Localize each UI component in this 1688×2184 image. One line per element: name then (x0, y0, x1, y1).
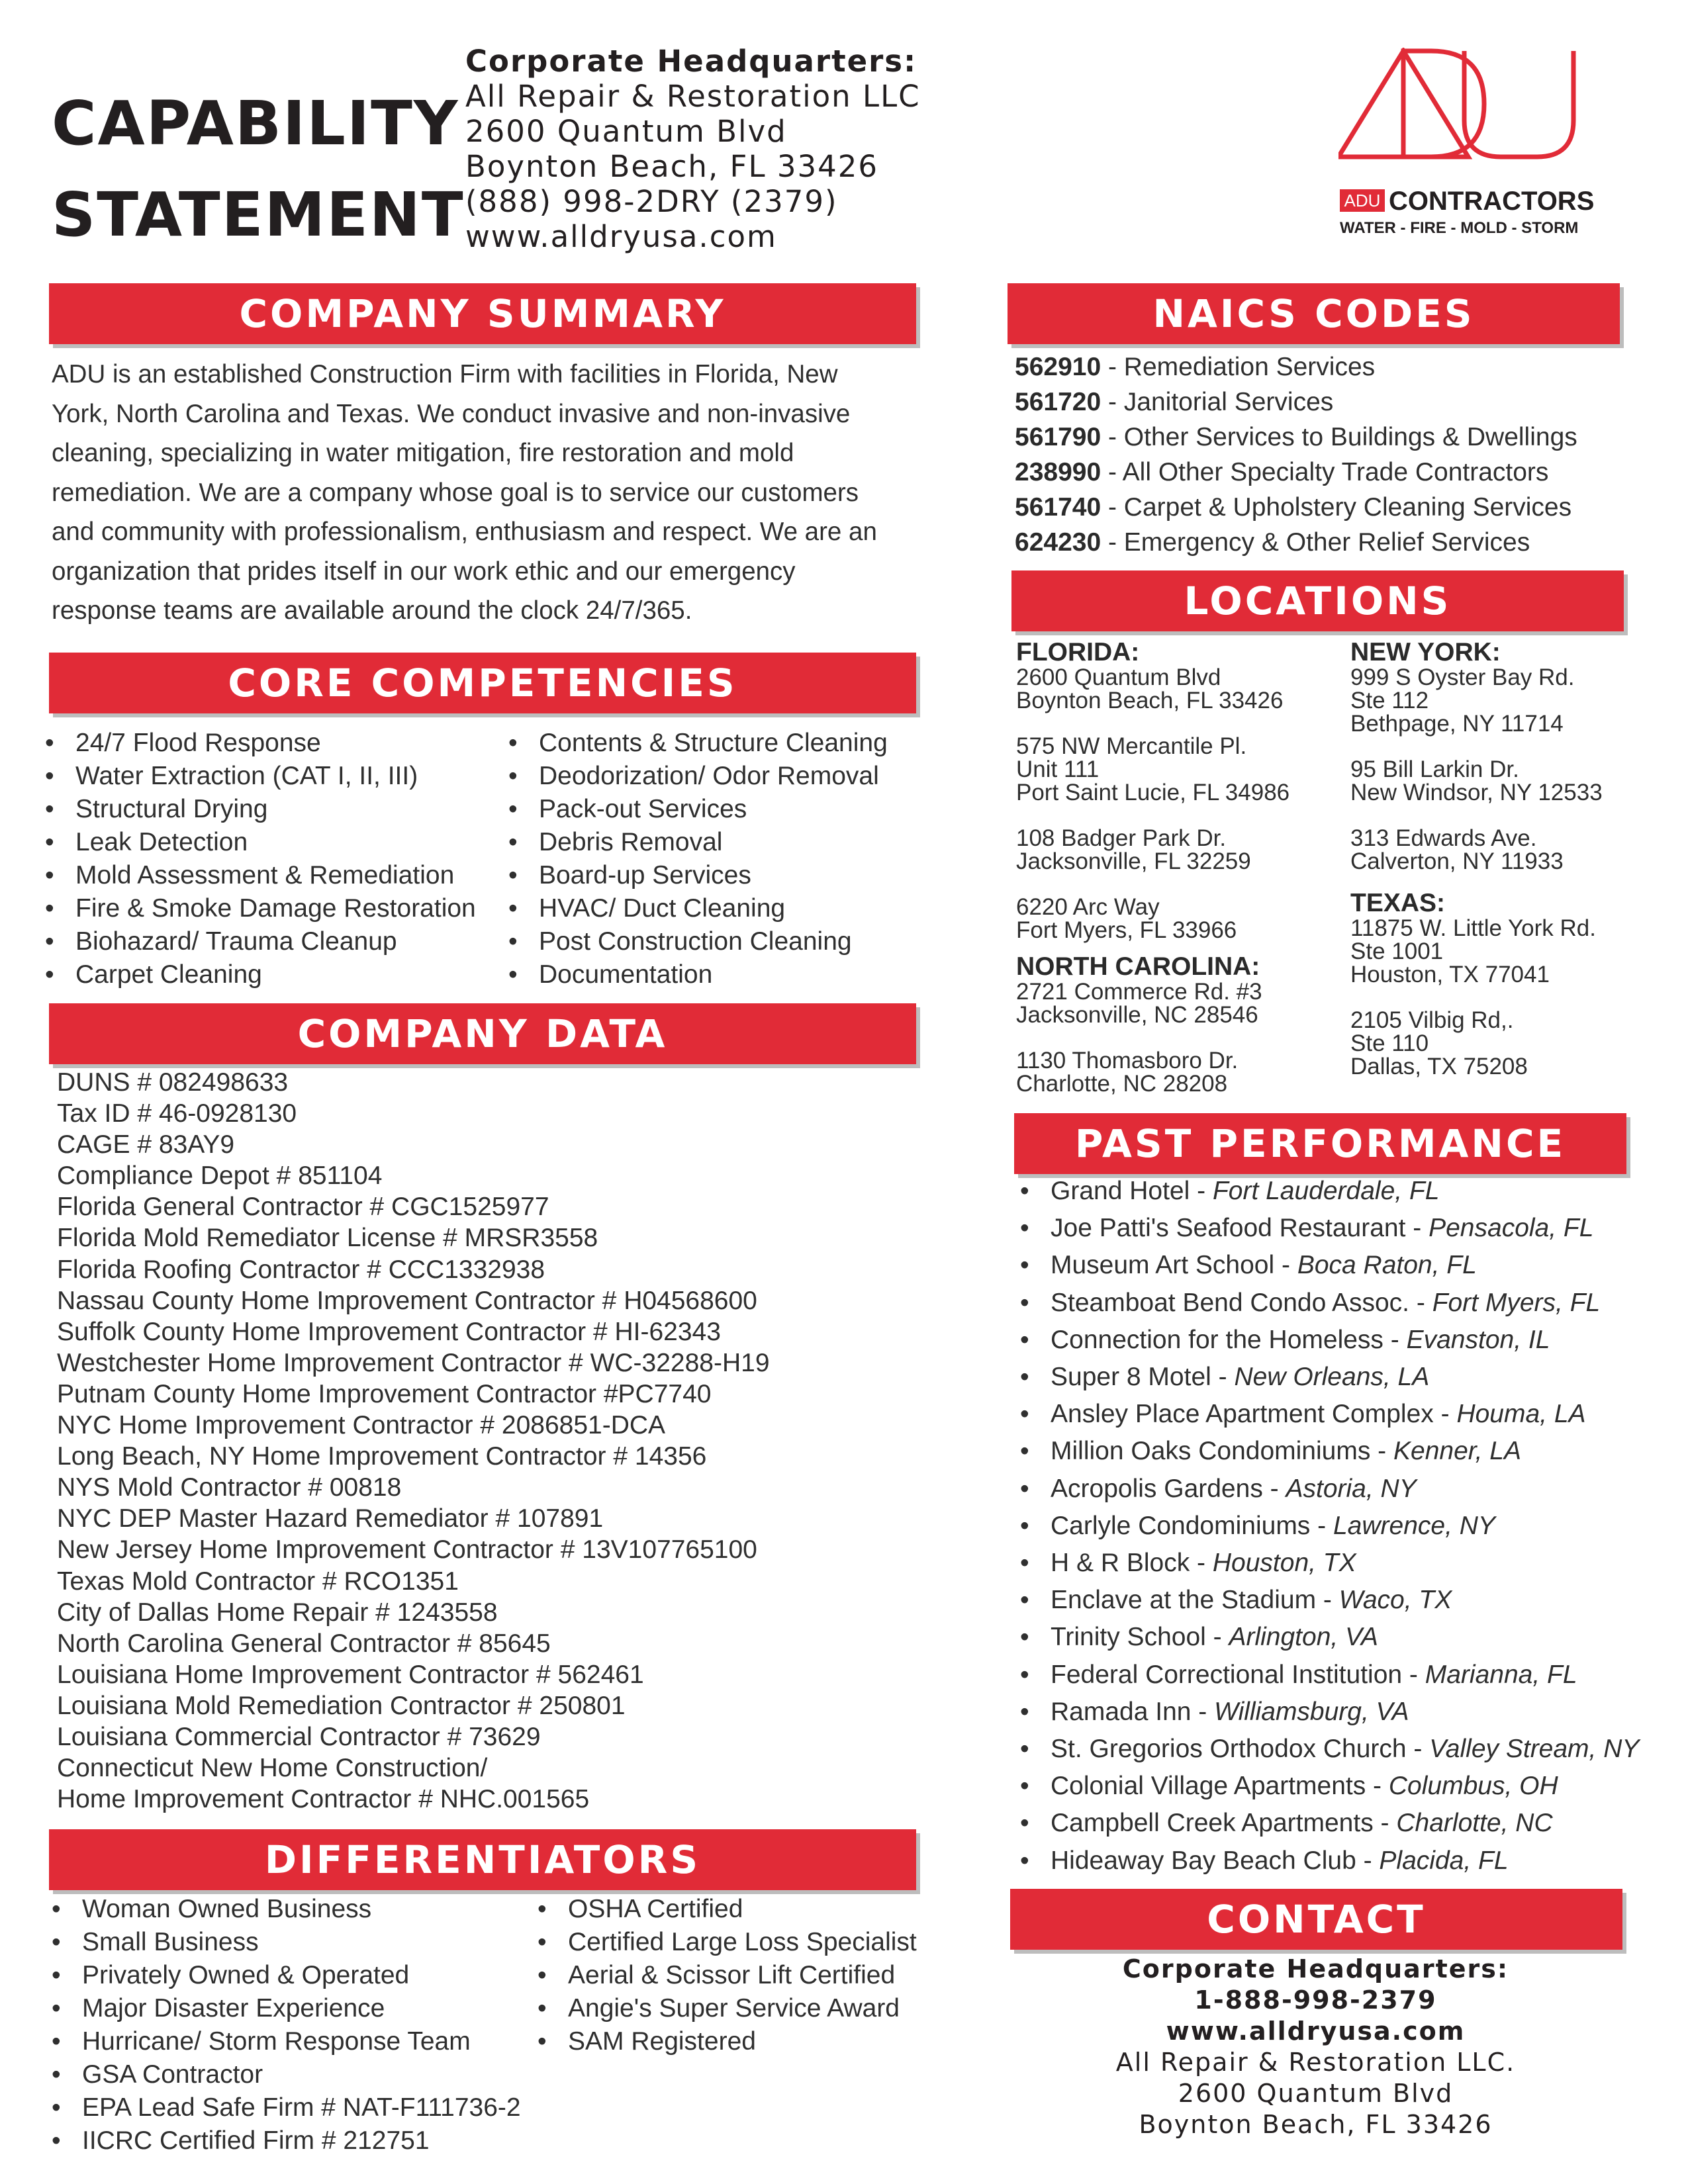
naics-code-row: 238990 - All Other Specialty Trade Contractors (1015, 458, 1549, 486)
core-competencies-heading: CORE COMPETENCIES (49, 653, 916, 713)
company-data-line: NYC DEP Master Hazard Remediator # 107891 (57, 1504, 604, 1533)
past-performance-heading: PAST PERFORMANCE (1014, 1113, 1626, 1174)
naics-codes-list (1015, 349, 1577, 560)
company-summary-heading: COMPANY SUMMARY (49, 283, 916, 344)
list-item: • Biohazard/ Trauma Cleanup (45, 925, 476, 958)
address-block: 1130 Thomasboro Dr. Charlotte, NC 28208 (1016, 1048, 1239, 1097)
naics-code-row: 562910 - Remediation Services (1015, 353, 1376, 381)
address-block: 313 Edwards Ave. Calverton, NY 11933 (1350, 825, 1564, 874)
contact-block (1013, 1954, 1618, 2140)
company-data-line: Florida General Contractor # CGC1525977 (57, 1193, 549, 1222)
list-item: • Structural Drying (45, 793, 476, 826)
list-item: • H & R Block - Houston, TX (1020, 1545, 1639, 1582)
list-item: • Debris Removal (508, 826, 888, 859)
company-data-line: Tax ID # 46-0928130 (57, 1099, 297, 1128)
address-block: 2105 Vilbig Rd,. Ste 110 Dallas, TX 75208 (1350, 1007, 1528, 1079)
list-item: • Privately Owned & Operated (52, 1959, 521, 1992)
hq-city: Boynton Beach, FL 33426 (465, 149, 878, 184)
company-data-line: Louisiana Home Improvement Contractor # 562461 (57, 1660, 644, 1689)
list-item: • Acropolis Gardens - Astoria, NY (1020, 1471, 1639, 1508)
headquarters-block (465, 44, 921, 254)
address-block: 11875 W. Little York Rd. Ste 1001 Houston, TX 77041 (1350, 915, 1596, 987)
list-item: • Major Disaster Experience (52, 1992, 521, 2025)
list-item: • St. Gregorios Orthodox Church - Valley Stream, NY (1020, 1731, 1639, 1768)
company-data-line: CAGE # 83AY9 (57, 1130, 235, 1160)
list-item: • Hurricane/ Storm Response Team (52, 2025, 521, 2058)
hq-website: www.alldryusa.com (465, 219, 777, 254)
list-item: • Steamboat Bend Condo Assoc. - Fort Myers, FL (1020, 1285, 1639, 1322)
contact-street: 2600 Quantum Blvd (1178, 2079, 1454, 2108)
list-item: • Million Oaks Condominiums - Kenner, LA (1020, 1433, 1639, 1470)
list-item: • Certified Large Loss Specialist (538, 1926, 917, 1959)
company-data-line: Texas Mold Contractor # RCO1351 (57, 1567, 459, 1596)
state-label-texas: TEXAS: (1350, 889, 1446, 917)
logo-name: CONTRACTORS (1389, 187, 1595, 216)
contact-hq-title: Corporate Headquarters: (1122, 1954, 1509, 1983)
list-item: • Leak Detection (45, 826, 476, 859)
company-data-line: City of Dallas Home Repair # 1243558 (57, 1598, 498, 1627)
company-data-line: North Carolina General Contractor # 85645 (57, 1629, 551, 1658)
address-block: 6220 Arc Way Fort Myers, FL 33966 (1016, 894, 1237, 943)
list-item: • OSHA Certified (538, 1893, 917, 1926)
logo-tagline: WATER - FIRE - MOLD - STORM (1340, 219, 1579, 237)
company-data-line: Compliance Depot # 851104 (57, 1161, 383, 1191)
company-data-line: NYS Mold Contractor # 00818 (57, 1473, 402, 1502)
list-item: • Ansley Place Apartment Complex - Houma, LA (1020, 1396, 1639, 1433)
list-item: • Board-up Services (508, 859, 888, 892)
company-summary-text: ADU is an established Construction Firm with facilities in Florida, New York, North Carolina and Texas. We conduct invasive and non-invasive cleaning, specializing in water mitigation, fire restoration and mold remediation. We are a company whose goal is to service our customers and community with professionalism, enthusiasm and respect. We are an organization that prides itself in our work ethic and our emergency response teams are available around the clock 24/7/365. (52, 360, 877, 625)
locations-left-column (1016, 639, 1289, 1118)
company-data-line: Louisiana Mold Remediation Contractor # 250801 (57, 1691, 626, 1720)
contact-phone[interactable]: 1-888-998-2379 (1194, 1985, 1437, 2015)
list-item: • EPA Lead Safe Firm # NAT-F111736-2 (52, 2091, 521, 2124)
company-data-line: Suffolk County Home Improvement Contractor # HI-62343 (57, 1317, 721, 1346)
naics-code-row: 624230 - Emergency & Other Relief Services (1015, 528, 1530, 557)
list-item: • Angie's Super Service Award (538, 1992, 917, 2025)
page-title (52, 78, 465, 261)
address-block: 95 Bill Larkin Dr. New Windsor, NY 12533 (1350, 756, 1603, 805)
hq-street: 2600 Quantum Blvd (465, 114, 787, 149)
adu-contractors-logo (1338, 48, 1617, 240)
differentiators-heading: DIFFERENTIATORS (49, 1829, 916, 1890)
list-item: • Pack-out Services (508, 793, 888, 826)
list-item: • Campbell Creek Apartments - Charlotte, NC (1020, 1805, 1639, 1842)
list-item: • HVAC/ Duct Cleaning (508, 892, 888, 925)
list-item: • Aerial & Scissor Lift Certified (538, 1959, 917, 1992)
list-item: • Colonial Village Apartments - Columbus, OH (1020, 1768, 1639, 1805)
company-data-line: Home Improvement Contractor # NHC.001565 (57, 1785, 590, 1814)
hq-phone: (888) 998-2DRY (2379) (465, 184, 838, 219)
contact-city: Boynton Beach, FL 33426 (1139, 2110, 1493, 2139)
past-performance-list (1020, 1173, 1639, 1880)
contact-company: All Repair & Restoration LLC. (1115, 2048, 1516, 2077)
core-competencies-left (45, 727, 476, 991)
company-data-line: Westchester Home Improvement Contractor # WC-32288-H19 (57, 1348, 770, 1377)
company-data-line: Nassau County Home Improvement Contractor # H04568600 (57, 1286, 757, 1315)
title-line-2: STATEMENT (52, 179, 465, 250)
state-label-new-york: NEW YORK: (1350, 638, 1501, 666)
core-competencies-right (508, 727, 888, 991)
company-data-heading: COMPANY DATA (49, 1003, 916, 1064)
list-item: • Hideaway Bay Beach Club - Placida, FL (1020, 1843, 1639, 1880)
company-data-line: DUNS # 082498633 (57, 1068, 289, 1097)
list-item: • Woman Owned Business (52, 1893, 521, 1926)
differentiators-right (538, 1893, 917, 2058)
list-item: • Grand Hotel - Fort Lauderdale, FL (1020, 1173, 1639, 1210)
list-item: • IICRC Certified Firm # 212751 (52, 2124, 521, 2158)
address-block: 2600 Quantum Blvd Boynton Beach, FL 33426 (1016, 664, 1284, 713)
hq-company: All Repair & Restoration LLC (465, 79, 921, 114)
company-data-line: NYC Home Improvement Contractor # 2086851-DCA (57, 1411, 666, 1440)
list-item: • Deodorization/ Odor Removal (508, 760, 888, 793)
list-item: • Carlyle Condominiums - Lawrence, NY (1020, 1508, 1639, 1545)
differentiators-left (52, 1893, 521, 2158)
list-item: • Contents & Structure Cleaning (508, 727, 888, 760)
list-item: • Water Extraction (CAT I, II, III) (45, 760, 476, 793)
list-item: • Trinity School - Arlington, VA (1020, 1619, 1639, 1656)
address-block: 575 NW Mercantile Pl. Unit 111 Port Saint Lucie, FL 34986 (1016, 733, 1290, 805)
list-item: • Connection for the Homeless - Evanston, IL (1020, 1322, 1639, 1359)
locations-right-column (1350, 639, 1603, 1101)
state-label-florida: FLORIDA: (1016, 638, 1140, 666)
title-line-1: CAPABILITY (52, 88, 459, 159)
company-data-line: Florida Mold Remediator License # MRSR3558 (57, 1224, 598, 1253)
logo-badge-text: ADU (1344, 191, 1381, 210)
company-data-line: Florida Roofing Contractor # CCC1332938 (57, 1255, 545, 1284)
list-item: • Museum Art School - Boca Raton, FL (1020, 1247, 1639, 1284)
naics-code-row: 561720 - Janitorial Services (1015, 388, 1334, 416)
naics-codes-heading: NAICS CODES (1008, 283, 1620, 344)
list-item: • 24/7 Flood Response (45, 727, 476, 760)
contact-heading: CONTACT (1010, 1889, 1622, 1950)
company-data-line: Connecticut New Home Construction/ (57, 1754, 488, 1783)
address-block: 999 S Oyster Bay Rd. Ste 112 Bethpage, NY 11714 (1350, 664, 1575, 737)
company-data-list (57, 1067, 770, 1815)
list-item: • Mold Assessment & Remediation (45, 859, 476, 892)
company-data-line: Louisiana Commercial Contractor # 73629 (57, 1722, 541, 1751)
list-item: • Small Business (52, 1926, 521, 1959)
list-item: • Ramada Inn - Williamsburg, VA (1020, 1694, 1639, 1731)
company-data-line: Long Beach, NY Home Improvement Contractor # 14356 (57, 1442, 707, 1471)
list-item: • Joe Patti's Seafood Restaurant - Pensacola, FL (1020, 1210, 1639, 1247)
list-item: • Fire & Smoke Damage Restoration (45, 892, 476, 925)
naics-code-row: 561740 - Carpet & Upholstery Cleaning Services (1015, 493, 1572, 522)
list-item: • Documentation (508, 958, 888, 991)
hq-title: Corporate Headquarters: (465, 44, 917, 79)
list-item: • Carpet Cleaning (45, 958, 476, 991)
company-data-line: Putnam County Home Improvement Contractor #PC7740 (57, 1379, 712, 1408)
list-item: • Super 8 Motel - New Orleans, LA (1020, 1359, 1639, 1396)
contact-website[interactable]: www.alldryusa.com (1166, 2017, 1466, 2046)
naics-code-row: 561790 - Other Services to Buildings & Dwellings (1015, 423, 1577, 451)
address-block: 2721 Commerce Rd. #3 Jacksonville, NC 28546 (1016, 979, 1262, 1028)
list-item: • Enclave at the Stadium - Waco, TX (1020, 1582, 1639, 1619)
company-data-line: New Jersey Home Improvement Contractor # 13V107765100 (57, 1535, 757, 1565)
address-block: 108 Badger Park Dr. Jacksonville, FL 32259 (1016, 825, 1251, 874)
list-item: • SAM Registered (538, 2025, 917, 2058)
state-label-north-carolina: NORTH CAROLINA: (1016, 952, 1260, 981)
locations-heading: LOCATIONS (1011, 570, 1624, 631)
list-item: • Federal Correctional Institution - Marianna, FL (1020, 1657, 1639, 1694)
list-item: • GSA Contractor (52, 2058, 521, 2091)
list-item: • Post Construction Cleaning (508, 925, 888, 958)
